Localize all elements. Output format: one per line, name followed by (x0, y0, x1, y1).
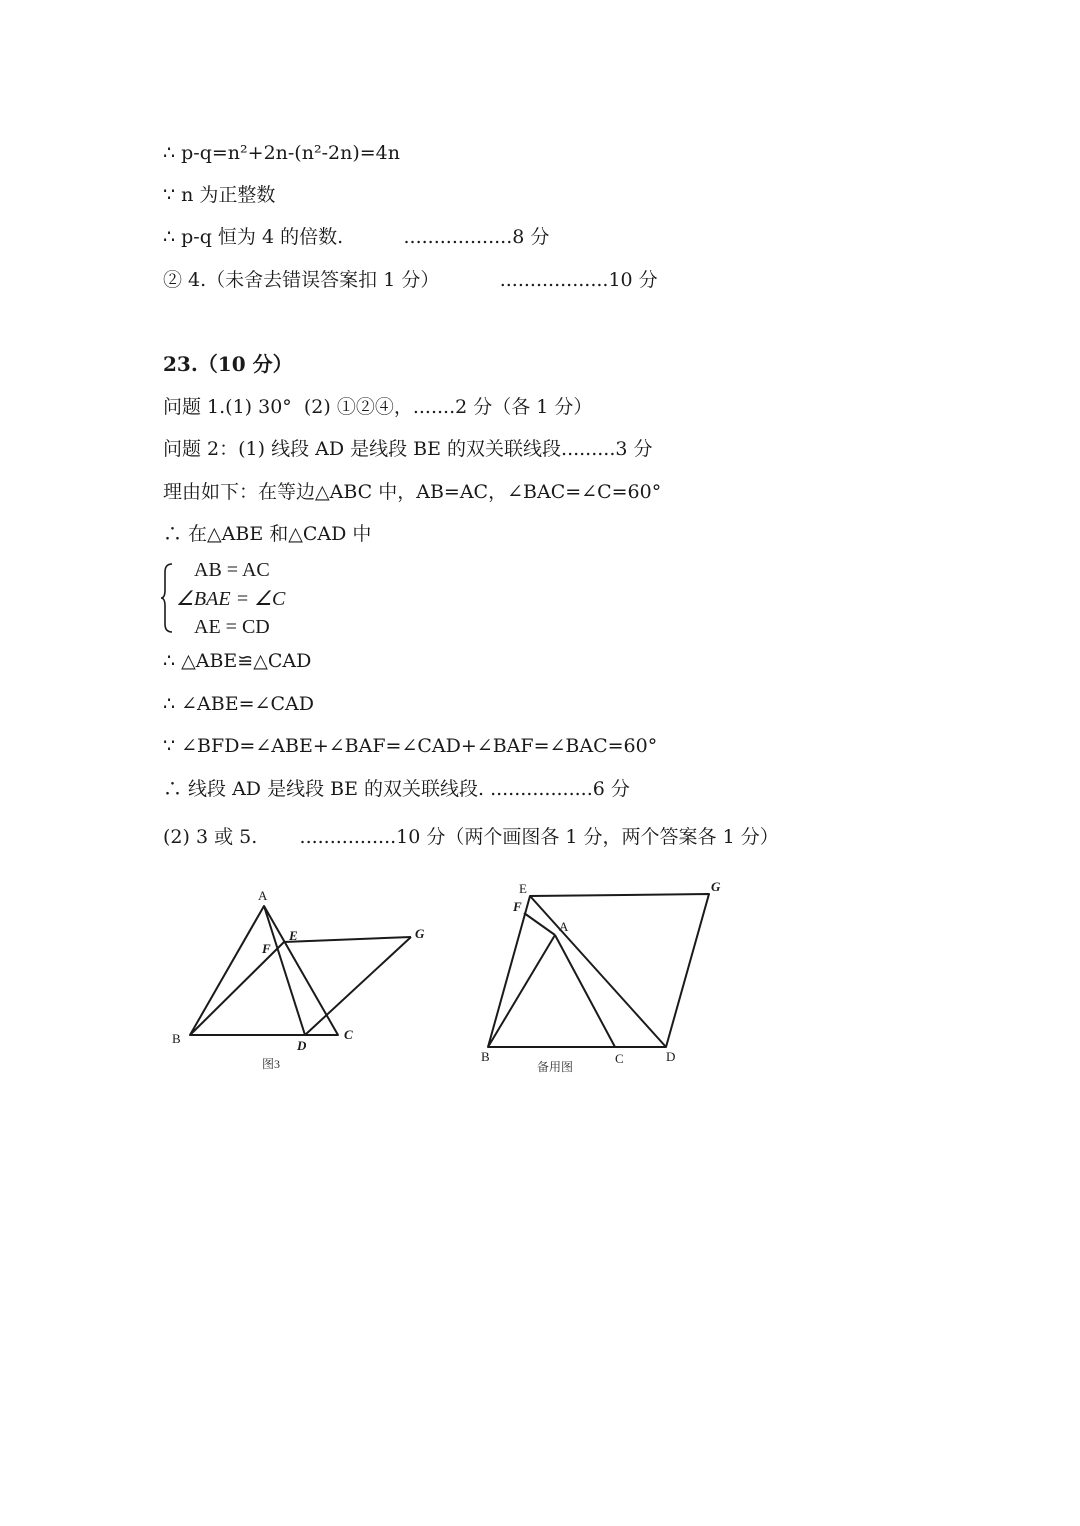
answer-part2: (2) 3 或 5. ................10 分（两个画图各 1 分，两个答案各 1 分） (163, 826, 779, 848)
segment-ba (488, 935, 555, 1047)
segment-ed (530, 896, 666, 1047)
backup-label-a: A (559, 919, 569, 934)
fig3-label-g: G (415, 926, 425, 941)
backup-label-c: C (615, 1051, 624, 1066)
angle-sum-line: ∵ ∠BFD=∠ABE+∠BAF=∠CAD+∠BAF=∠BAC=60° (163, 735, 658, 757)
backup-label-e: E (519, 881, 527, 896)
proof-line-4: ② 4.（未舍去错误答案扣 1 分） ..................10 分 (163, 269, 658, 291)
proof-line-3: ∴ p-q 恒为 4 的倍数. ..................8 分 (163, 226, 550, 248)
fig3-label-a: A (258, 888, 268, 903)
answer-q1: 问题 1.(1) 30° (2) ①②④，.......2 分（各 1 分） (163, 396, 593, 418)
fig3-label-f: F (262, 941, 271, 956)
question-heading: 23.（10 分） (163, 352, 293, 376)
system-eq-3: AE = CD (194, 616, 270, 638)
parallelogram-edgd (488, 894, 709, 1047)
proof-line-2: ∵ n 为正整数 (163, 184, 276, 206)
backup-label-f: F (513, 899, 522, 914)
system-eq-2: ∠BAE = ∠C (176, 588, 286, 610)
fig3-label-d: D (297, 1038, 307, 1053)
backup-caption: 备用图 (537, 1060, 574, 1074)
triangle-intro-line: ∴ 在△ABE 和△CAD 中 (163, 523, 372, 545)
proof-line-1: ∴ p-q=n²+2n-(n²-2n)=4n (163, 142, 400, 164)
fig3-label-c: C (344, 1027, 353, 1042)
fig3-label-e: E (289, 928, 298, 943)
fig3-label-b: B (172, 1031, 181, 1046)
backup-label-d: D (666, 1049, 676, 1064)
angle-equal-line: ∴ ∠ABE=∠CAD (163, 693, 314, 715)
reason-line: 理由如下：在等边△ABC 中，AB=AC，∠BAC=∠C=60° (163, 481, 662, 503)
segment-ac (555, 935, 615, 1047)
conclusion-line: ∴ 线段 AD 是线段 BE 的双关联线段. .................6 分 (163, 778, 630, 800)
answer-q2: 问题 2：(1) 线段 AD 是线段 BE 的双关联线段.........3 分 (163, 438, 653, 460)
segment-fa (524, 913, 555, 935)
congruent-line: ∴ △ABE≌△CAD (163, 650, 312, 672)
backup-label-b: B (481, 1049, 490, 1064)
system-eq-1: AB = AC (194, 559, 270, 581)
backup-label-g: G (711, 879, 721, 894)
fig3-caption: 图3 (262, 1057, 281, 1071)
